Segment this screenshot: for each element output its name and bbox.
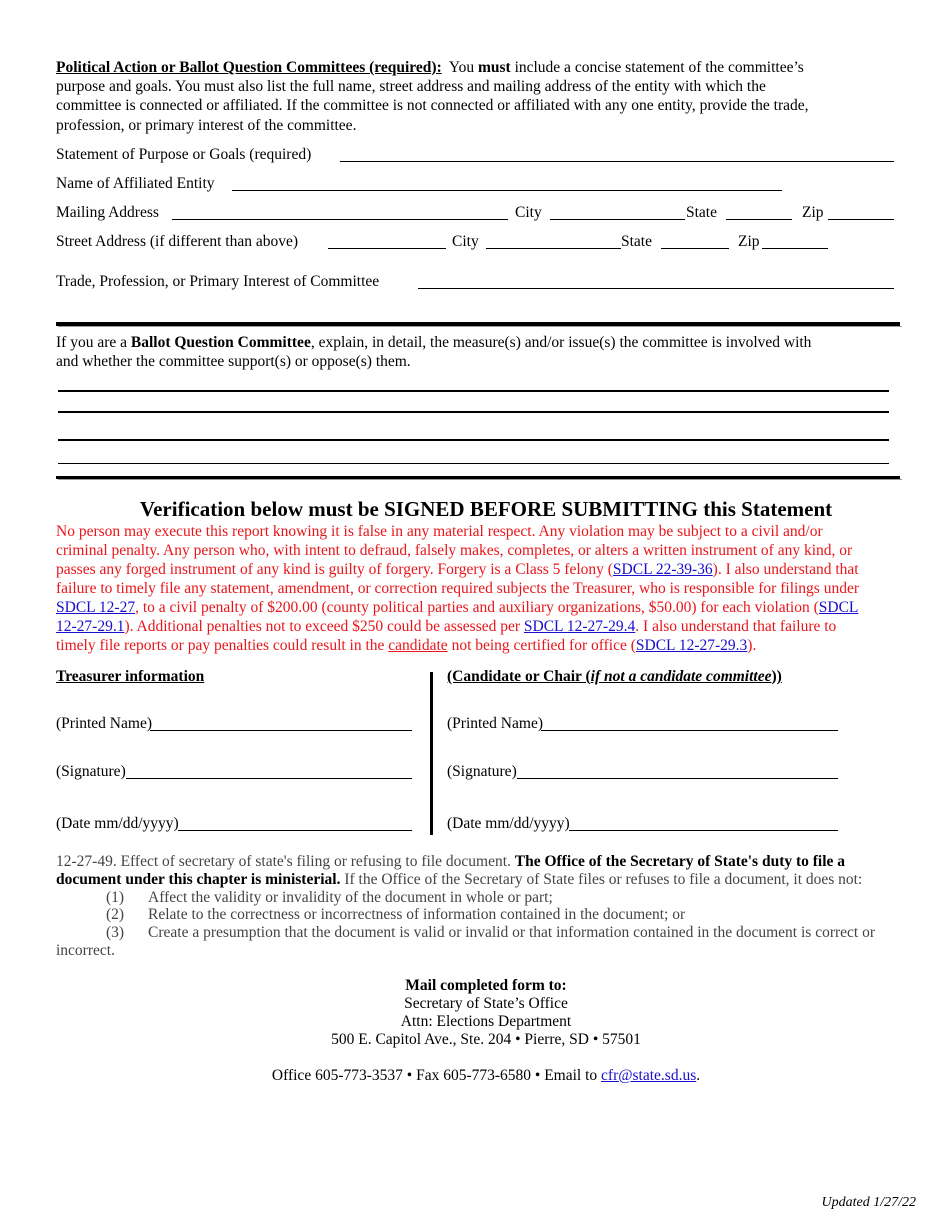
section-divider-2-shadow [58,479,902,480]
ballot-answer-line-2[interactable] [58,411,889,413]
mailing-label: Mailing Address [56,204,159,221]
statute-item-2: (2) Relate to the correctness or incorrectness of information contained in the document; or [106,906,686,923]
mailing-zip-input[interactable] [828,219,894,220]
ballot-line-1: If you are a Ballot Question Committee, explain, in detail, the measure(s) and/or issue(s) the committee is involved with [56,334,812,351]
statute-item-3: (3) Create a presumption that the document is valid or invalid or that information contained in the document is correct or [106,924,876,941]
treasurer-name-label: (Printed Name) [56,715,152,732]
street-zip-input[interactable] [762,248,828,249]
ballot-answer-line-1[interactable] [58,390,889,392]
chair-signature-label: (Signature) [447,763,517,780]
mail-line-3: 500 E. Capitol Ave., Ste. 204 • Pierre, SD • 57501 [331,1031,641,1048]
mailing-input[interactable] [172,219,508,220]
mailing-zip-label: Zip [802,204,824,221]
mailing-state-label: State [686,204,717,221]
signature-column-divider [430,672,433,835]
verification-title: Verification below must be SIGNED BEFORE SUBMITTING this Statement [139,497,833,521]
chair-date-input[interactable] [569,830,838,831]
statute-line-6: incorrect. [56,942,115,959]
intro-line-1: Political Action or Ballot Question Committees (required): You must include a concise statement of the committee’s [56,59,804,76]
chair-name-input[interactable] [541,730,838,731]
street-city-label: City [452,233,479,250]
statute-item-1: (1) Affect the validity or invalidity of the document in whole or part; [106,889,553,906]
sdcl-12-27-29-4-link[interactable]: SDCL 12-27-29.4 [523,618,636,635]
street-input[interactable] [328,248,446,249]
statute-line-2: document under this chapter is ministerial. If the Office of the Secretary of State files or refuses to file a document, it does not: [56,871,863,888]
sdcl-12-27-link[interactable]: SDCL 12-27 [56,599,136,616]
intro-line-3: committee is connected or affiliated. If the committee is not connected or affiliated with any one entity, provide the trade, [56,97,809,114]
chair-name-label: (Printed Name) [447,715,543,732]
ballot-answer-line-4[interactable] [58,463,889,464]
intro-line-4: profession, or primary interest of the committee. [56,117,357,134]
treasurer-date-label: (Date mm/dd/yyyy) [56,815,179,832]
sdcl-12-27-29-3-link[interactable]: SDCL 12-27-29.3 [635,637,748,654]
mail-line-1: Secretary of State’s Office [404,995,568,1012]
street-state-label: State [621,233,652,250]
sdcl-22-39-36-link[interactable]: SDCL 22-39-36 [612,561,713,578]
treasurer-date-input[interactable] [178,830,412,831]
statement-input[interactable] [340,161,894,162]
mail-line-2: Attn: Elections Department [400,1013,572,1030]
section-divider-shadow [58,326,902,327]
email-link[interactable]: cfr@state.sd.us [601,1067,697,1084]
chair-heading: (Candidate or Chair (if not a candidate committee)) [447,668,782,685]
mailing-city-input[interactable] [550,219,685,220]
treasurer-name-input[interactable] [150,730,412,731]
treasurer-signature-input[interactable] [126,778,412,779]
candidate-word: candidate [388,637,448,654]
mail-contact: Office 605-773-3537 • Fax 605-773-6580 • Email to cfr@state.sd.us. [271,1067,701,1084]
updated-date: Updated 1/27/22 [821,1195,916,1210]
chair-date-label: (Date mm/dd/yyyy) [447,815,570,832]
intro-line-2: purpose and goals. You must also list the full name, street address and mailing address of the entity with which the [56,78,766,95]
street-zip-label: Zip [738,233,760,250]
chair-signature-input[interactable] [517,778,838,779]
ballot-line-2: and whether the committee support(s) or oppose(s) them. [56,353,411,370]
sdcl-12-27-29-1-link-a[interactable]: SDCL [818,599,859,616]
sdcl-12-27-29-1-link-b[interactable]: 12-27-29.1 [56,618,125,635]
statement-label: Statement of Purpose or Goals (required) [56,146,312,163]
treasurer-signature-label: (Signature) [56,763,126,780]
affiliated-label: Name of Affiliated Entity [56,175,215,192]
statute-line-1: 12-27-49. Effect of secretary of state's filing or refusing to file document. The Office of the Secretary of State's duty to file a [56,853,846,870]
mailing-state-input[interactable] [726,219,792,220]
mailing-city-label: City [515,204,542,221]
street-label: Street Address (if different than above) [56,233,299,250]
treasurer-heading: Treasurer information [56,668,205,685]
trade-label: Trade, Profession, or Primary Interest of Committee [56,273,380,290]
ballot-answer-line-3[interactable] [58,439,889,441]
intro-heading: Political Action or Ballot Question Committees (required): [56,59,442,76]
mail-heading: Mail completed form to: [405,977,567,994]
street-city-input[interactable] [486,248,621,249]
ballot-bold: Ballot Question Committee [130,334,311,351]
trade-input[interactable] [418,288,894,289]
street-state-input[interactable] [661,248,729,249]
affiliated-input[interactable] [232,190,782,191]
